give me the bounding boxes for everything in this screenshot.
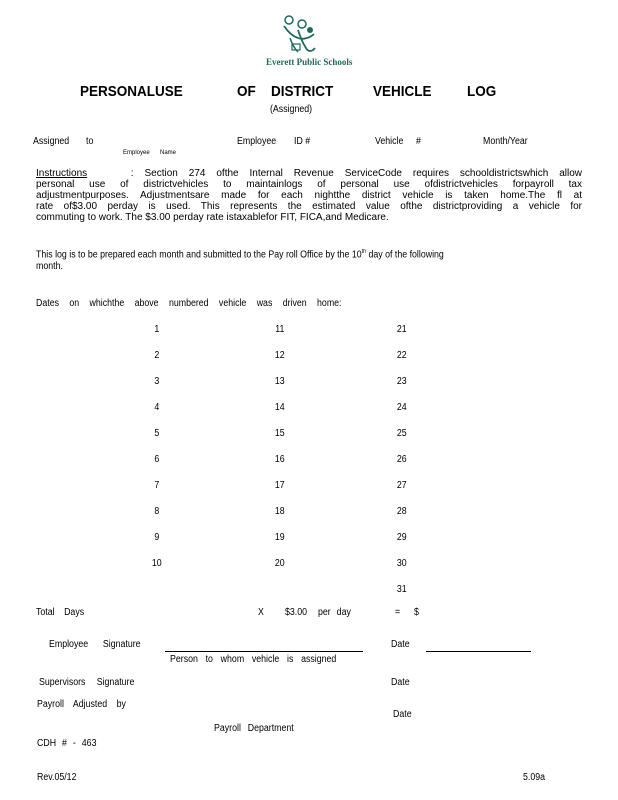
instructions-line: adjustmentpurposes. Adjustmentsare made for each nightthe district vehicle is taken home.The fl at — [36, 190, 582, 201]
date-number: 28 — [396, 506, 407, 517]
date-number: 14 — [274, 402, 285, 413]
date-number: 16 — [274, 454, 285, 465]
date-number: 30 — [396, 558, 407, 569]
employee-signature-line[interactable] — [165, 651, 363, 652]
district-logo — [266, 14, 353, 72]
school-children-logo-icon — [280, 14, 320, 56]
date-number: 21 — [396, 324, 407, 335]
total-days-label: Total Days — [36, 607, 85, 618]
name-small-label: Name — [160, 150, 177, 156]
date-number: 6 — [154, 454, 160, 465]
employee-small-label: Employee — [123, 150, 150, 156]
date-number: 12 — [274, 350, 285, 361]
date-number: 17 — [274, 480, 285, 491]
assigned-to-label: to — [86, 136, 94, 147]
employee-signature-label: Employee Signature — [49, 639, 141, 650]
title-word-vehicle: VEHICLE — [373, 83, 432, 100]
date-number: 2 — [154, 350, 160, 361]
person-assigned-caption: Person to whom vehicle is assigned — [170, 654, 337, 665]
date-number: 7 — [154, 480, 160, 491]
date-number: 4 — [154, 402, 160, 413]
title-word-log: LOG — [467, 83, 497, 100]
month-year-label: Month/Year — [483, 136, 528, 147]
dates-heading: Dates on whichthe above numbered vehicle was driven home: — [36, 298, 342, 309]
instructions-line: commuting to work. The $3.00 perday rate istaxablefor FIT, FICA,and Medicare. — [36, 212, 389, 223]
title-word-of: OF — [237, 83, 256, 100]
date-number: 9 — [154, 532, 160, 543]
logo-text: Everett Public Schools — [266, 57, 353, 67]
vehicle-number-label: Vehicle — [375, 136, 404, 147]
date-number: 31 — [396, 584, 407, 595]
employee-date-line[interactable] — [426, 651, 531, 652]
date-number: 1 — [154, 324, 160, 335]
assigned-label: Assigned — [33, 136, 70, 147]
date-number: 27 — [396, 480, 407, 491]
title-word-personal-use: PERSONALUSE — [80, 83, 183, 100]
instructions-line: rate of$3.00 perday is used. This represents the estimated value ofthe districtproviding a vehicle for — [36, 201, 582, 212]
payroll-date-label: Date — [393, 709, 412, 720]
form-code: CDH # - 463 — [37, 738, 97, 749]
revision-label: Rev.05/12 — [37, 772, 77, 783]
date-number: 24 — [396, 402, 407, 413]
date-number: 22 — [396, 350, 407, 361]
date-number: 29 — [396, 532, 407, 543]
page-subtitle: (Assigned) — [270, 104, 313, 115]
rate-label: $3.00 — [285, 607, 308, 618]
supervisor-signature-label: Supervisors Signature — [39, 677, 135, 688]
title-word-district: DISTRICT — [271, 83, 334, 100]
employee-date-label: Date — [391, 639, 410, 650]
payroll-department-label: Payroll Department — [214, 723, 294, 734]
section-label: 5.09a — [523, 772, 546, 783]
payroll-adjusted-label: Payroll Adjusted by — [37, 699, 126, 710]
date-number: 23 — [396, 376, 407, 387]
submission-note — [36, 249, 444, 260]
submission-note-text: This log is to be prepared each month and submitted to the Pay roll Office by the 10 — [36, 249, 362, 261]
date-number: 26 — [396, 454, 407, 465]
submission-note-line2: month. — [36, 261, 63, 272]
employee-id-label: Employee — [237, 136, 277, 147]
date-number: 25 — [396, 428, 407, 439]
instructions-line: personal use of districtvehicles to maintainlogs of personal use ofdistrictvehicles forpayroll tax — [36, 179, 582, 190]
dollar-label: $ — [414, 607, 419, 618]
date-number: 19 — [274, 532, 285, 543]
date-number: 3 — [154, 376, 160, 387]
date-number: 20 — [274, 558, 285, 569]
vehicle-hash-label: # — [416, 136, 421, 147]
id-number-label: ID # — [294, 136, 311, 147]
date-number: 13 — [274, 376, 285, 387]
equals-label: = — [395, 607, 401, 618]
date-number: 8 — [154, 506, 160, 517]
instructions-label: Instructions — [36, 168, 88, 179]
supervisor-date-label: Date — [391, 677, 410, 688]
date-number: 18 — [274, 506, 285, 517]
submission-note-text-cont: day of the following — [368, 249, 444, 261]
date-number: 11 — [275, 324, 285, 335]
instructions-paragraph — [36, 168, 582, 223]
instructions-line — [36, 168, 582, 179]
multiply-label: X — [258, 607, 264, 618]
date-number: 10 — [151, 558, 162, 569]
instructions-line-text: : Section 274 ofthe Internal Revenue ServiceCode requires schooldistrictswhich allow — [130, 168, 582, 179]
date-number: 5 — [154, 428, 160, 439]
per-day-label: per day — [318, 607, 351, 618]
date-number: 15 — [274, 428, 285, 439]
submission-note-superscript: th — [361, 249, 367, 255]
